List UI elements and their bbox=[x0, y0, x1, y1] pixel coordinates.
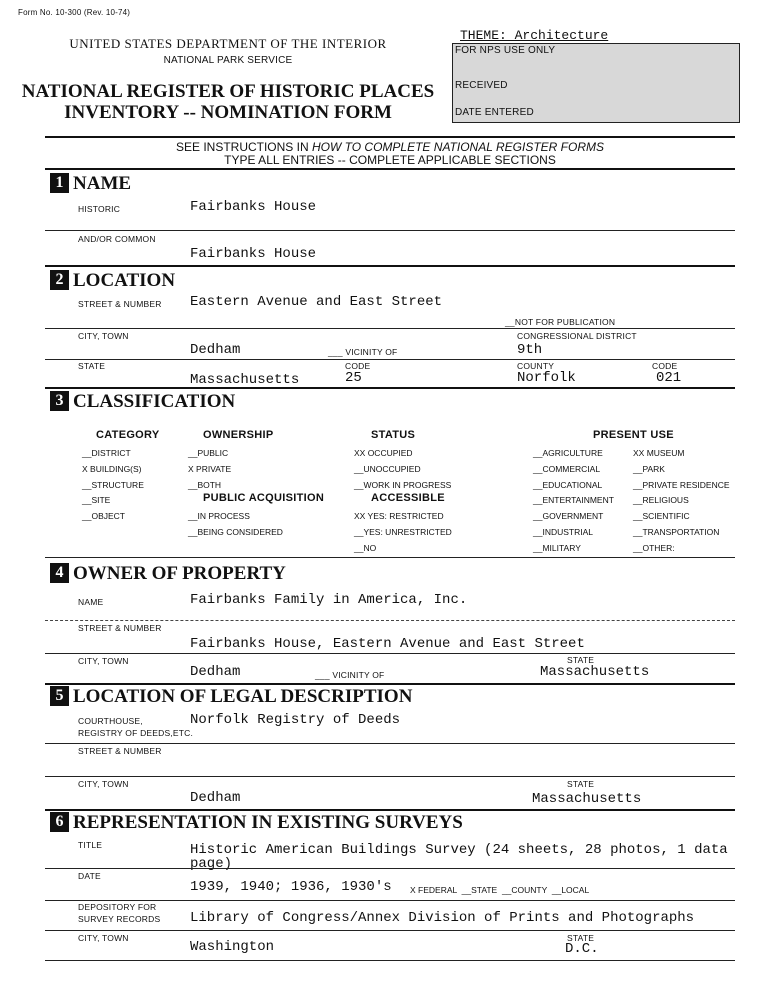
congressional-district-value: 9th bbox=[517, 342, 543, 358]
classification-option: __GOVERNMENT bbox=[533, 511, 604, 522]
survey-records-label: SURVEY RECORDS bbox=[78, 914, 161, 924]
survey-title-line1: Historic American Buildings Survey (24 sheets, 28 photos, 1 data bbox=[190, 842, 728, 858]
congressional-district-label: CONGRESSIONAL DISTRICT bbox=[517, 331, 637, 341]
county-code-value: 021 bbox=[656, 370, 682, 386]
classification-option: __OBJECT bbox=[82, 511, 125, 522]
survey-city: Washington bbox=[190, 939, 275, 955]
state-value: Massachusetts bbox=[190, 372, 300, 388]
accessible-heading: ACCESSIBLE bbox=[371, 492, 445, 504]
classification-option: __SITE bbox=[82, 495, 111, 506]
form-title-line1: NATIONAL REGISTER OF HISTORIC PLACES bbox=[21, 81, 435, 102]
survey-level-options: X FEDERAL __STATE __COUNTY __LOCAL bbox=[410, 885, 590, 895]
county-value: Norfolk bbox=[517, 370, 576, 386]
owner-city: Dedham bbox=[190, 664, 241, 680]
classification-option: X BUILDING(S) bbox=[82, 463, 142, 474]
survey-city-label: CITY, TOWN bbox=[78, 933, 129, 943]
category-heading: CATEGORY bbox=[96, 429, 160, 441]
owner-name: Fairbanks Family in America, Inc. bbox=[190, 592, 468, 608]
classification-option: __BEING CONSIDERED bbox=[188, 526, 283, 537]
county-code-label: CODE bbox=[652, 361, 678, 371]
status-heading: STATUS bbox=[371, 429, 416, 441]
city-value: Dedham bbox=[190, 342, 241, 358]
classification-option: __NO bbox=[354, 542, 377, 553]
street-label: STREET & NUMBER bbox=[78, 299, 162, 309]
section-4-heading: 4 OWNER OF PROPERTY bbox=[50, 563, 286, 585]
survey-state: D.C. bbox=[565, 941, 599, 957]
classification-option: __PARK bbox=[633, 463, 665, 474]
classification-option: __RELIGIOUS bbox=[633, 495, 689, 506]
owner-name-label: NAME bbox=[78, 597, 104, 607]
classification-option: __SCIENTIFIC bbox=[633, 511, 690, 522]
date-entered-label: DATE ENTERED bbox=[455, 107, 534, 118]
form-number: Form No. 10-300 (Rev. 10-74) bbox=[18, 8, 131, 17]
registry-label: REGISTRY OF DEEDS,ETC. bbox=[78, 728, 194, 738]
form-title-line2: INVENTORY -- NOMINATION FORM bbox=[64, 102, 392, 123]
classification-option: __IN PROCESS bbox=[188, 511, 250, 521]
legal-state: Massachusetts bbox=[532, 791, 642, 807]
classification-option: __INDUSTRIAL bbox=[533, 527, 593, 537]
state-code-label: CODE bbox=[345, 361, 371, 371]
owner-street-label: STREET & NUMBER bbox=[78, 623, 162, 633]
courthouse-value: Norfolk Registry of Deeds bbox=[190, 712, 401, 728]
present-use-heading: PRESENT USE bbox=[593, 429, 674, 441]
owner-vicinity-label: ___ VICINITY OF bbox=[315, 670, 385, 680]
survey-state-label: STATE bbox=[567, 933, 595, 943]
classification-option: __EDUCATIONAL bbox=[533, 479, 603, 490]
historic-name: Fairbanks House bbox=[190, 199, 317, 215]
legal-street-label: STREET & NUMBER bbox=[78, 746, 162, 756]
classification-option: __MILITARY bbox=[533, 542, 581, 553]
instructions bbox=[45, 140, 735, 154]
owner-state: Massachusetts bbox=[540, 664, 650, 680]
section-2-heading: 2 LOCATION bbox=[50, 270, 175, 292]
classification-option: __STRUCTURE bbox=[82, 479, 144, 490]
depository-value: Library of Congress/Annex Division of Prints and Photographs bbox=[190, 910, 695, 926]
ownership-heading: OWNERSHIP bbox=[203, 429, 274, 441]
classification-option: __AGRICULTURE bbox=[533, 448, 603, 458]
survey-title-label: TITLE bbox=[78, 840, 103, 850]
legal-state-label: STATE bbox=[567, 779, 595, 789]
county-label: COUNTY bbox=[517, 361, 555, 371]
theme-text: THEME: Architecture bbox=[460, 28, 609, 43]
survey-title-line2: page) bbox=[190, 856, 233, 872]
instructions-line2: TYPE ALL ENTRIES -- COMPLETE APPLICABLE SECTIONS bbox=[224, 153, 556, 167]
survey-date: 1939, 1940; 1936, 1930's bbox=[190, 879, 392, 895]
common-label: AND/OR COMMON bbox=[78, 234, 156, 244]
instructions-prefix: SEE INSTRUCTIONS IN bbox=[175, 140, 312, 154]
section-1-heading: 1 NAME bbox=[50, 173, 131, 195]
nps-use-box bbox=[452, 43, 740, 123]
street-value: Eastern Avenue and East Street bbox=[190, 294, 443, 310]
service-name: NATIONAL PARK SERVICE bbox=[163, 55, 293, 66]
classification-option: XX MUSEUM bbox=[633, 448, 685, 458]
classification-option: XX OCCUPIED bbox=[354, 448, 413, 458]
depository-label: DEPOSITORY FOR bbox=[78, 902, 157, 912]
survey-date-label: DATE bbox=[78, 871, 101, 881]
classification-option: __WORK IN PROGRESS bbox=[354, 479, 452, 490]
city-label: CITY, TOWN bbox=[78, 331, 129, 341]
nps-heading: FOR NPS USE ONLY bbox=[455, 45, 556, 56]
courthouse-label: COURTHOUSE, bbox=[78, 716, 143, 726]
instructions-title: HOW TO COMPLETE NATIONAL REGISTER FORMS bbox=[311, 140, 605, 154]
classification-option: XX YES: RESTRICTED bbox=[354, 511, 444, 521]
classification-option: __PRIVATE RESIDENCE bbox=[633, 479, 730, 490]
vicinity-label: ___ VICINITY OF bbox=[328, 347, 398, 357]
classification-option: __OTHER: bbox=[633, 542, 675, 553]
section-6-heading: 6 REPRESENTATION IN EXISTING SURVEYS bbox=[50, 812, 463, 834]
section-3-heading: 3 CLASSIFICATION bbox=[50, 391, 235, 413]
common-name: Fairbanks House bbox=[190, 246, 317, 262]
received-label: RECEIVED bbox=[455, 80, 508, 91]
classification-option: X PRIVATE bbox=[188, 463, 232, 474]
not-for-publication: __NOT FOR PUBLICATION bbox=[505, 317, 616, 327]
classification-option: __BOTH bbox=[188, 479, 222, 490]
owner-state-label: STATE bbox=[567, 655, 595, 665]
classification-option: __UNOCCUPIED bbox=[354, 463, 421, 474]
state-label: STATE bbox=[78, 361, 106, 371]
classification-option: __DISTRICT bbox=[82, 448, 131, 458]
classification-option: __COMMERCIAL bbox=[533, 463, 601, 474]
department-name: UNITED STATES DEPARTMENT OF THE INTERIOR bbox=[69, 36, 387, 51]
state-code-value: 25 bbox=[345, 370, 362, 386]
classification-option: __YES: UNRESTRICTED bbox=[354, 526, 452, 537]
classification-option: __ENTERTAINMENT bbox=[533, 495, 614, 506]
classification-option: __PUBLIC bbox=[188, 448, 229, 458]
historic-label: HISTORIC bbox=[78, 204, 121, 214]
classification-option: __TRANSPORTATION bbox=[633, 527, 720, 537]
legal-city-label: CITY, TOWN bbox=[78, 779, 129, 789]
public-acquisition-heading: PUBLIC ACQUISITION bbox=[203, 492, 325, 504]
legal-city: Dedham bbox=[190, 790, 241, 806]
section-5-heading: 5 LOCATION OF LEGAL DESCRIPTION bbox=[50, 686, 412, 708]
owner-street: Fairbanks House, Eastern Avenue and East Street bbox=[190, 636, 585, 652]
owner-city-label: CITY, TOWN bbox=[78, 656, 129, 666]
